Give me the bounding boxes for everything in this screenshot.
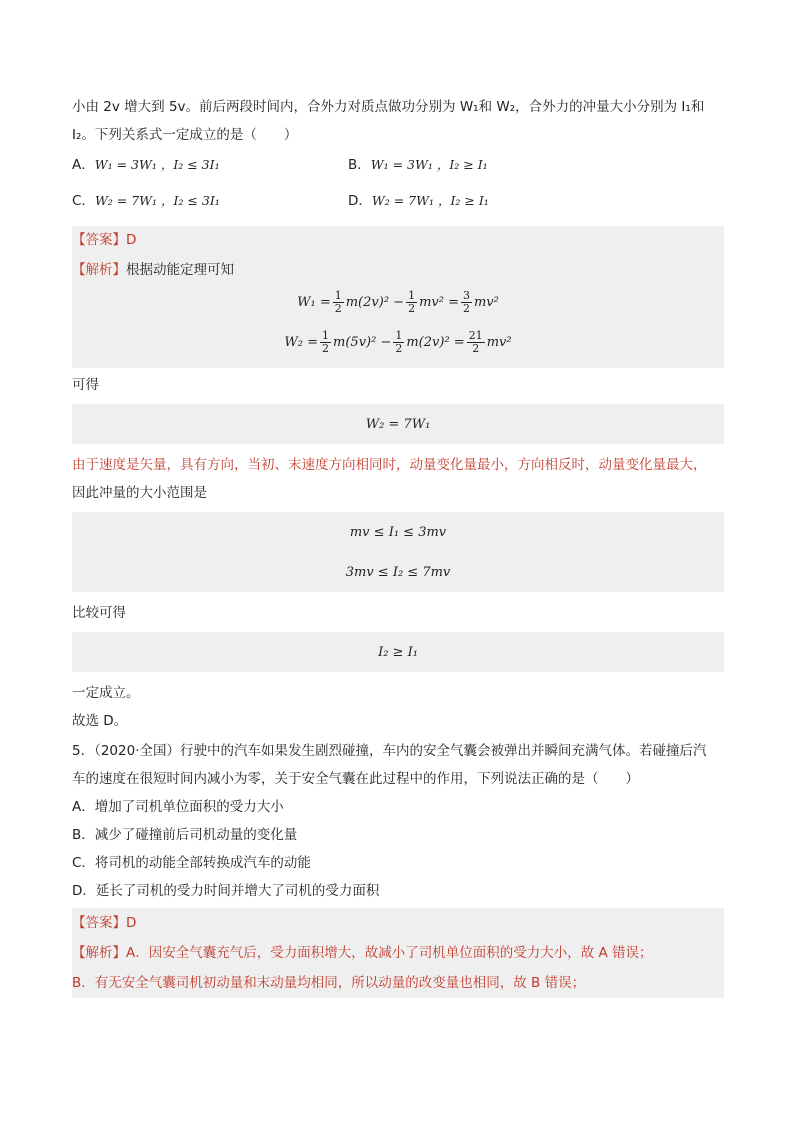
q4-option-c [72,190,348,212]
q4-keyi: 可得 [72,377,99,393]
q5-option-d: D．延长了司机的受力时间并增大了司机的受力面积 [72,883,380,899]
q4-equation-w1 [72,282,724,322]
eq2-frac-1-den: 2 [322,341,330,355]
eq1-frac-3-den: 2 [462,301,470,315]
q4-reason-line-2: 因此冲量的大小范围是 [72,485,207,501]
eq1-frac-1 [333,290,344,315]
q4-analysis-intro [72,258,724,282]
eq1-frac-3-num: 3 [462,288,470,302]
q4-choose: 故选 D。 [72,713,128,729]
q4-option-d [348,190,624,212]
q5-analysis-b: B．有无安全气囊司机初动量和末动量均相同，所以动量的改变量也相同，故 B 错误； [72,968,724,998]
eq1-frac-1-num: 1 [334,288,342,302]
q4-holds: 一定成立。 [72,685,140,701]
q4-option-a-label: A． [72,157,95,173]
q4-option-b-label: B． [348,157,371,173]
q5-stem-line-2: 车的速度在很短时间内减小为零，关于安全气囊在此过程中的作用，下列说法正确的是（ ） [72,771,639,787]
q4-equation-w2-7w1: W₂ = 7W₁ [365,416,431,432]
eq2-term-3: mv² [486,334,512,350]
document-page [72,96,724,998]
q5-analysis-a [72,938,724,968]
eq1-frac-2 [406,290,417,315]
eq2-frac-3-num: 21 [468,328,483,342]
q4-equation-i2-range: 3mv ≤ I₂ ≤ 7mv [345,564,451,580]
q5-option-c: C．将司机的动能全部转换成汽车的动能 [72,855,311,871]
q4-option-c-label: C． [72,193,95,209]
q4-reason-line-1: 由于速度是矢量，具有方向，当初、末速度方向相同时，动量变化量最小，方向相反时，动量变化量最大， [72,457,707,473]
q5-analysis-a-text: A．因安全气囊充气后，受力面积增大，故减小了司机单位面积的受力大小，故 A 错误； [126,945,653,961]
q4-option-a [72,154,348,176]
q4-stem-line-1: 小由 2v 增大到 5v。前后两段时间内，合外力对质点做功分别为 W₁和 W₂，合外力的冲量大小分别为 I₁和 [72,99,705,115]
q4-answer-value: D [126,232,137,248]
q4-option-c-text: W₂ = 7W₁ ，I₂ ≤ 3I₁ [94,193,220,208]
q4-answer-tag: 【答案】 [72,232,126,248]
eq2-term-1: m(5v)² − [333,334,392,350]
q4-options-row-2 [72,190,724,212]
eq2-frac-1-num: 1 [322,328,330,342]
q4-option-d-label: D． [348,193,372,209]
eq2-frac-2-num: 1 [395,328,403,342]
q4-box-ranges [72,512,724,592]
eq1-frac-2-num: 1 [408,288,416,302]
eq2-frac-3-den: 2 [472,341,480,355]
q4-option-d-text: W₂ = 7W₁ ，I₂ ≥ I₁ [371,193,489,208]
q4-analysis-intro-text: 根据动能定理可知 [126,262,234,278]
q4-options-row-1 [72,154,724,176]
eq1-term-3: mv² [473,294,499,310]
q4-option-b [348,154,624,176]
eq2-frac-1 [320,330,331,355]
eq1-term-1: m(2v)² − [345,294,405,310]
eq1-frac-1-den: 2 [334,301,342,315]
q5-answer-tag: 【答案】 [72,915,126,931]
q4-equation-i2-ge-i1: I₂ ≥ I₁ [378,644,418,660]
eq1-frac-3 [461,290,472,315]
eq2-term-2: m(2v)² = [406,334,465,350]
q4-analysis [72,254,724,368]
q5-answer [72,908,724,938]
q4-stem-line-2: I₂。下列关系式一定成立的是（ ） [72,127,298,143]
eq2-frac-3 [467,330,485,355]
q4-compare: 比较可得 [72,605,126,621]
eq1-lhs: W₁ = [297,294,331,310]
q5-option-a: A．增加了司机单位面积的受力大小 [72,799,284,815]
q4-option-b-text: W₁ = 3W₁ ，I₂ ≥ I₁ [370,157,488,172]
q4-box-eq6 [72,632,724,672]
eq2-lhs: W₂ = [284,334,319,350]
q4-answer [72,226,724,254]
eq1-term-2: mv² = [419,294,459,310]
q5-stem-line-1: 5．（2020·全国）行驶中的汽车如果发生剧烈碰撞，车内的安全气囊会被弹出并瞬间充满气体。若碰撞后汽 [72,743,707,759]
q4-option-a-text: W₁ = 3W₁ ，I₂ ≤ 3I₁ [94,157,220,172]
q5-analysis-tag: 【解析】 [72,945,126,961]
q4-equation-i1-range: mv ≤ I₁ ≤ 3mv [349,524,447,540]
q5-option-b: B．减少了碰撞前后司机动量的变化量 [72,827,298,843]
q5-answer-value: D [126,915,137,931]
q4-box-eq3 [72,404,724,444]
eq2-frac-2-den: 2 [395,341,403,355]
eq2-frac-2 [393,330,404,355]
q4-equation-w2 [72,322,724,362]
q4-analysis-tag: 【解析】 [72,262,126,278]
eq1-frac-2-den: 2 [408,301,416,315]
